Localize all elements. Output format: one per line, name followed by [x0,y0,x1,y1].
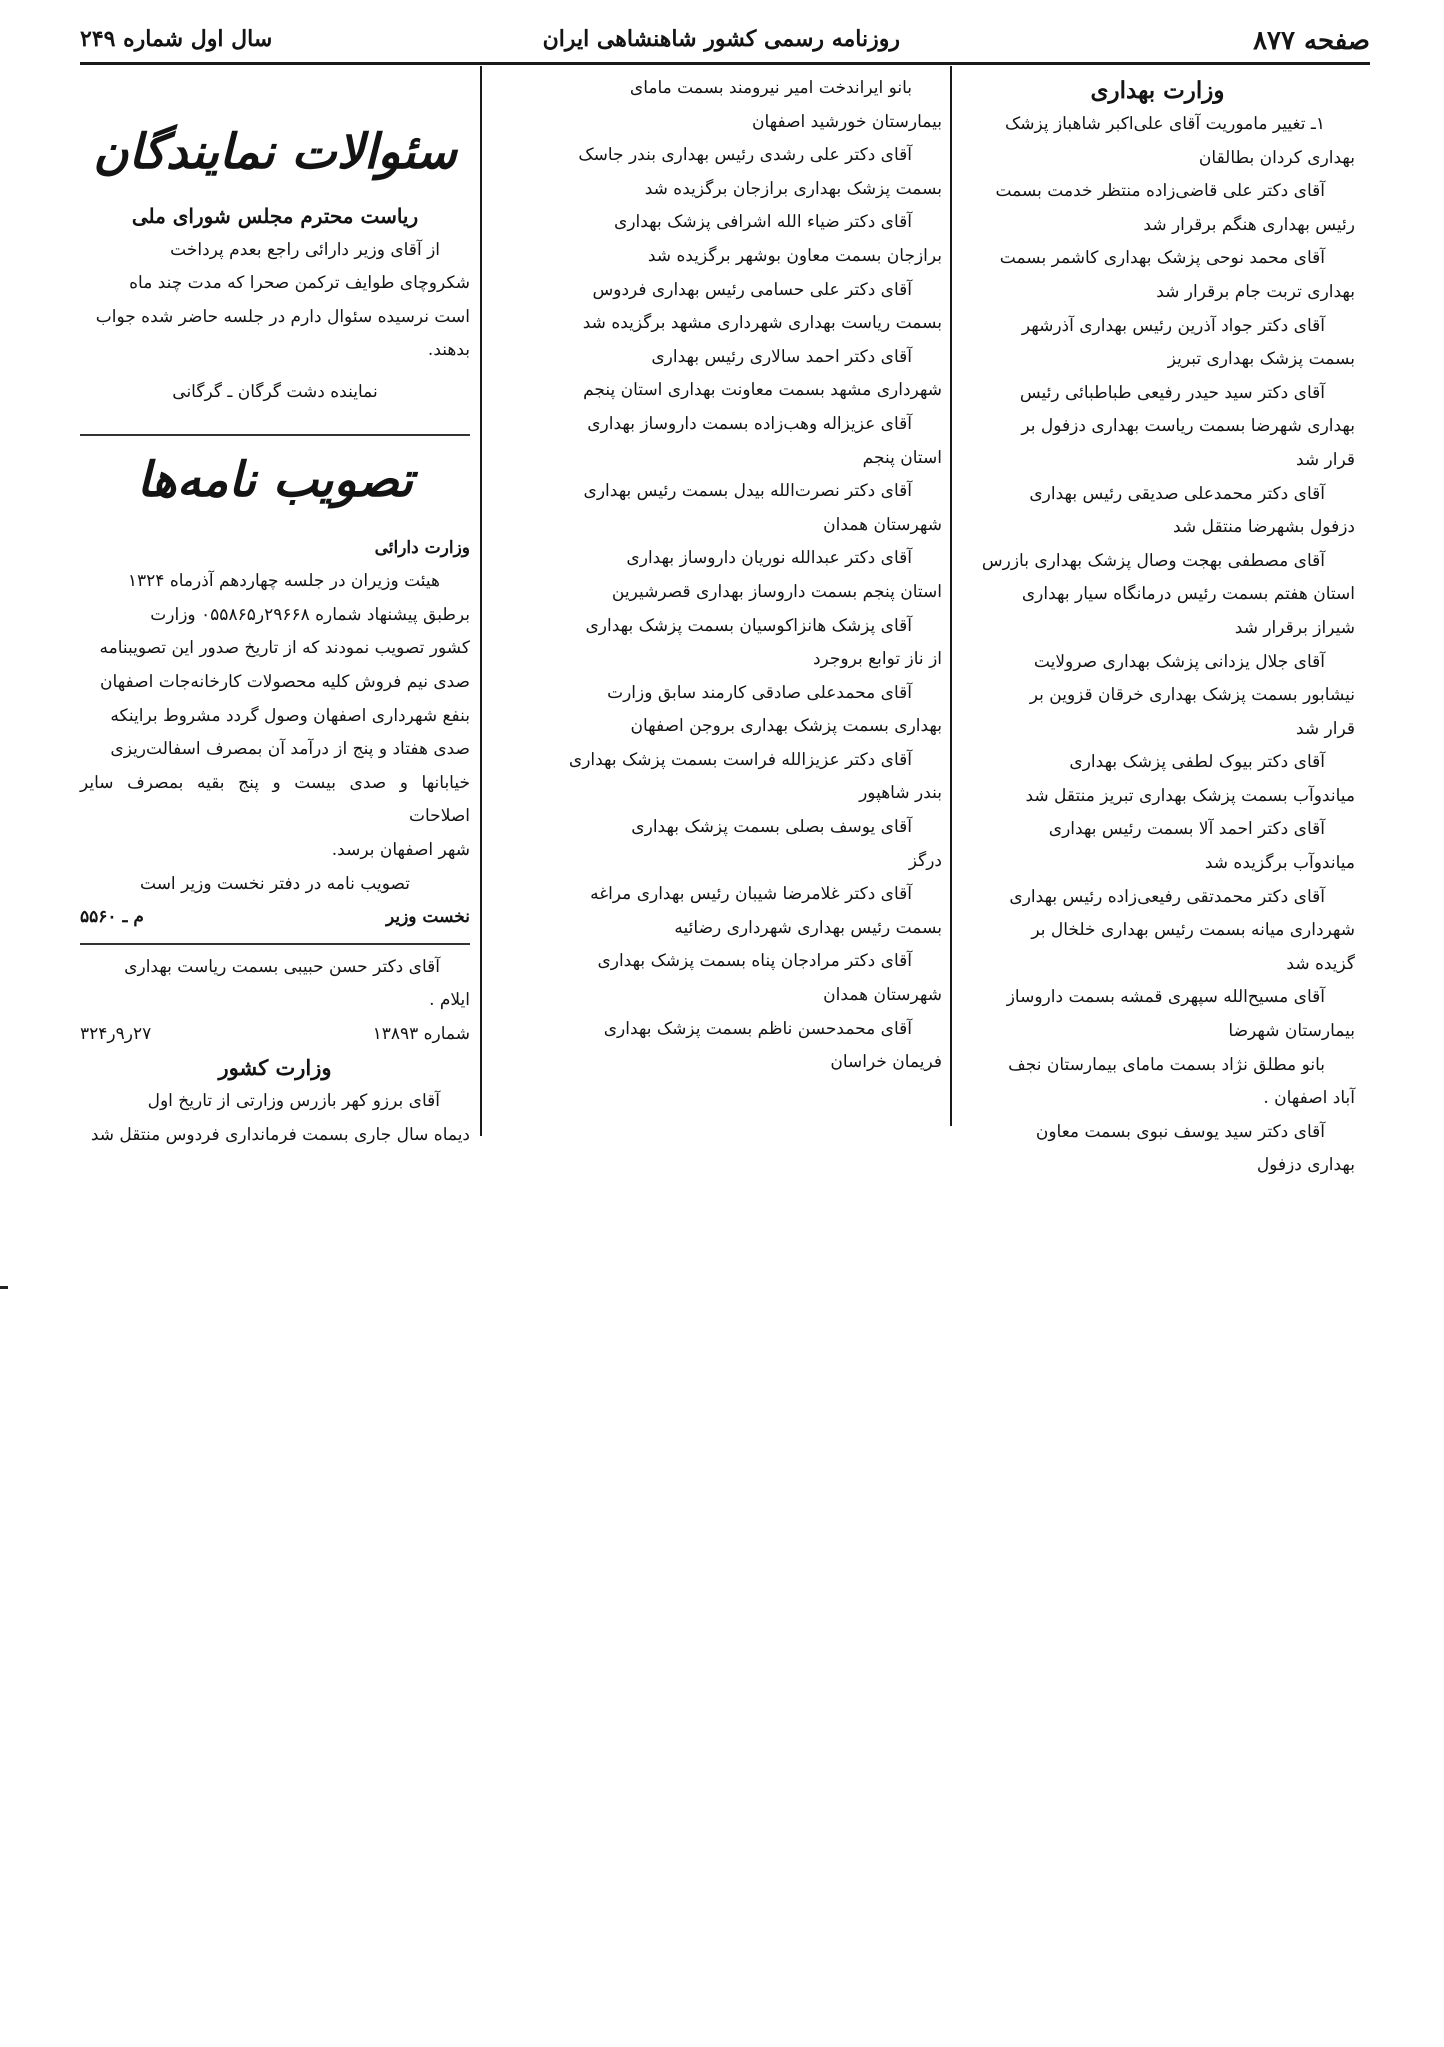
health-ministry-line: نیشابور بسمت پزشک بهداری خرقان قزوین بر [1029,685,1355,706]
margin-mark [0,1286,8,1289]
appointment-line: از ناز توابع بروجرد [812,649,942,670]
interior-text [80,1085,470,1152]
health-ministry-line: بهداری شهرضا بسمت ریاست بهداری دزفول بر [1021,416,1355,437]
appointment-line: بندر شاهپور [859,783,942,804]
decree-note: تصویب نامه در دفتر نخست وزیر است [140,873,410,894]
question-line: بدهند. [427,340,470,361]
header-rule [80,62,1370,65]
parliament-address: ریاست محترم مجلس شورای ملی [131,204,419,228]
health-ministry-line: آقای دکتر محمدتقی رفیعی‌زاده رئیس بهداری [1009,886,1325,907]
appointment-line: آقای دکتر عزیزالله فراست بسمت پزشک بهداری [568,749,912,770]
question-line: از آقای وزیر دارائی راجع بعدم پرداخت [170,239,440,260]
issue-number: سال اول شماره ۲۴۹ [80,26,273,52]
interior-line: دیماه سال جاری بسمت فرمانداری فردوس منتقل شد [90,1124,470,1145]
appointment-line: آقای عزیزاله وهب‌زاده بسمت داروساز بهداری [587,413,912,434]
appointment-line: آقای دکتر نصرت‌الله بیدل بسمت رئیس بهداری [583,481,912,502]
decree-line: صدی هفتاد و پنج از درآمد آن بمصرف اسفالت‌ریزی [110,739,470,760]
appointment-line: درگز [908,850,942,871]
appointment-line: آقای دکتر عبدالله نوریان داروساز بهداری [626,548,912,569]
appointment-line: برازجان بسمت معاون بوشهر برگزیده شد [647,245,942,266]
number-row [80,1018,470,1052]
number-label: شماره ۱۳۸۹۳ [372,1023,470,1044]
health-ministry-line: آقای دکتر سید یوسف نبوی بسمت معاون [1035,1121,1325,1142]
health-ministry-line: بهداری کردان بطالقان [1198,147,1355,168]
appointment-line: فریمان خراسان [830,1052,942,1073]
appointment-line: آقای محمدعلی صادقی کارمند سابق وزارت [607,682,912,703]
health-ministry-line: آقای مسیح‌الله سپهری قمشه بسمت داروساز [1006,987,1325,1008]
newspaper-title: روزنامه رسمی کشور شاهنشاهی ایران [542,26,900,52]
appointment-left-line: ایلام . [429,990,470,1011]
interior-line: آقای برزو کهر بازرس وزارتی از تاریخ اول [147,1091,440,1112]
decree-signature-row [80,901,470,935]
appointment-line: آقای دکتر غلامرضا شیبان رئیس بهداری مراغه [590,884,912,905]
question-line: است نرسیده سئوال دارم در جلسه حاضر شده جواب [95,306,470,327]
appointment-line: بسمت رئیس بهداری شهرداری رضائیه [674,917,942,938]
appointment-line: استان پنجم [862,447,942,468]
ministry-finance-heading: وزارت دارائی [374,537,470,558]
column-divider-right [950,66,952,1126]
health-ministry-line: بانو مطلق نژاد بسمت مامای بیمارستان نجف [1008,1054,1325,1075]
appointment-line: آقای دکتر احمد سالاری رئیس بهداری [651,346,912,367]
appointment-line: شهرستان همدان [823,985,942,1006]
decree-line: صدی نیم فروش کلیه محصولات کارخانه‌جات اصفهان [100,671,470,692]
health-ministry-line: بهداری دزفول [1256,1155,1355,1176]
appointment-line: آقای دکتر علی حسامی رئیس بهداری فردوس [592,279,912,300]
appointment-line: آقای یوسف بصلی بسمت پزشک بهداری [631,817,912,838]
appointment-line: شهرداری مشهد بسمت معاونت بهداری استان پنجم [583,380,942,401]
page-number: صفحه ۸۷۷ [1253,26,1370,56]
health-ministry-line: آقای مصطفی بهجت وصال پزشک بهداری بازرس [981,550,1325,571]
right-column [960,74,1355,1183]
health-ministry-line: آقای جلال یزدانی پزشک بهداری صرولایت [1033,651,1325,672]
question-signature: نماینده دشت گرگان ـ گرگانی [172,381,378,402]
decree-number: م ـ ۵۵۶۰ [80,907,144,928]
health-ministry-line: آقای دکتر بیوک لطفی پزشک بهداری [1069,752,1325,773]
left-column [80,72,470,1152]
health-ministry-line: بهداری تربت جام برقرار شد [1156,281,1355,302]
ministry-interior-heading: وزارت کشور [218,1055,332,1081]
health-ministry-line: قرار شد [1295,449,1355,470]
questions-title: سئوالات نمایندگان [93,124,457,180]
decree-line: برطبق پیشنهاد شماره ۲۹۶۶۸ر۰۵۵۸۶۵ وزارت [150,604,470,625]
appointment-line: بسمت ریاست بهداری شهرداری مشهد برگزیده شد [582,313,942,334]
appointment-line: استان پنجم بسمت داروساز بهداری قصرشیرین [611,581,942,602]
health-ministry-line: رئیس بهداری هنگم برقرار شد [1143,214,1355,235]
health-ministry-line: دزفول بشهرضا منتقل شد [1173,517,1355,538]
appointment-left-line: آقای دکتر حسن حبیبی بسمت ریاست بهداری [124,956,440,977]
health-ministry-line: استان هفتم بسمت رئیس درمانگاه سیار بهداری [1021,584,1355,605]
health-ministry-line: آقای دکتر احمد آلا بسمت رئیس بهداری [1048,819,1325,840]
health-ministry-line: آقای دکتر سید حیدر رفیعی طباطبائی رئیس [1019,382,1325,403]
column-divider-left [480,66,482,1136]
appointment-line: آقای دکتر ضیاء الله اشرافی پزشک بهداری [614,212,912,233]
decrees-title: تصویب نامه‌ها [136,451,414,508]
question-line: شکروچای طوایف ترکمن صحرا که مدت چند ماه [129,273,470,294]
page-header [80,20,1370,64]
appointment-line: بهداری بسمت پزشک بهداری بروجن اصفهان [630,716,942,737]
decree-line: کشور تصویب نمودند که از تاریخ صدور این تصویبنامه [99,638,470,659]
appointment-line: آقای دکتر علی رشدی رئیس بهداری بندر جاسک [578,145,912,166]
health-ministry-line: آقای محمد نوحی پزشک بهداری کاشمر بسمت [999,248,1325,269]
health-ministry-line: بیمارستان شهرضا [1228,1021,1355,1042]
health-ministry-line: شهرداری میانه بسمت رئیس بهداری خلخال بر [1031,920,1355,941]
health-ministry-line: آباد اصفهان . [1263,1088,1355,1109]
decree-line: بنفع شهرداری اصفهان وصول گردد مشروط براینکه [110,705,470,726]
health-ministry-line: میاندوآب بسمت پزشک بهداری تبریز منتقل شد [1025,785,1355,806]
appointment-line: بسمت پزشک بهداری برازجان برگزیده شد [644,178,942,199]
appointment-line: بیمارستان خورشید اصفهان [752,111,942,132]
middle-column [490,72,942,1080]
health-ministry-line: آقای دکتر علی قاضی‌زاده منتظر خدمت بسمت [995,181,1325,202]
number-date: ۲۷ر۹ر۳۲۴ [80,1023,152,1044]
decree-line: شهر اصفهان برسد. [331,839,470,860]
decree-line: خیابانها و صدی بیست و پنج بقیه بمصرف سایر اصلاحات [80,772,470,827]
ministry-health-title: وزارت بهداری [1090,77,1225,104]
section-rule-2 [80,943,470,945]
appointment-line: آقای پزشک هانزاکوسیان بسمت پزشک بهداری [585,615,912,636]
appointment-line: آقای دکتر مرادجان پناه بسمت پزشک بهداری [597,951,912,972]
appointment-line: شهرستان همدان [823,514,942,535]
health-ministry-line: گزیده شد [1286,953,1355,974]
health-ministry-line: ۱ـ تغییر ماموریت آقای علی‌اکبر شاهباز پزشک [1004,114,1325,134]
section-rule-1 [80,434,470,436]
health-ministry-line: میاندوآب برگزیده شد [1204,853,1355,874]
decree-signer: نخست وزیر [385,907,470,928]
health-ministry-line: شیراز برقرار شد [1234,617,1355,638]
health-ministry-line: آقای دکتر جواد آذرین رئیس بهداری آذرشهر [1021,315,1325,336]
health-ministry-line: آقای دکتر محمدعلی صدیقی رئیس بهداری [1029,483,1325,504]
question-text [80,234,470,368]
appointment-line: آقای محمدحسن ناظم بسمت پزشک بهداری [603,1018,912,1039]
decree-line: هیئت وزیران در جلسه چهاردهم آذرماه ۱۳۲۴ [127,571,440,592]
health-ministry-line: بسمت پزشک بهداری تبریز [1167,349,1355,370]
health-ministry-line: قرار شد [1295,718,1355,739]
decree-text [80,565,470,867]
appointment-line: بانو ایراندخت امیر نیرومند بسمت مامای [629,78,912,98]
appointment-text [80,951,470,1018]
